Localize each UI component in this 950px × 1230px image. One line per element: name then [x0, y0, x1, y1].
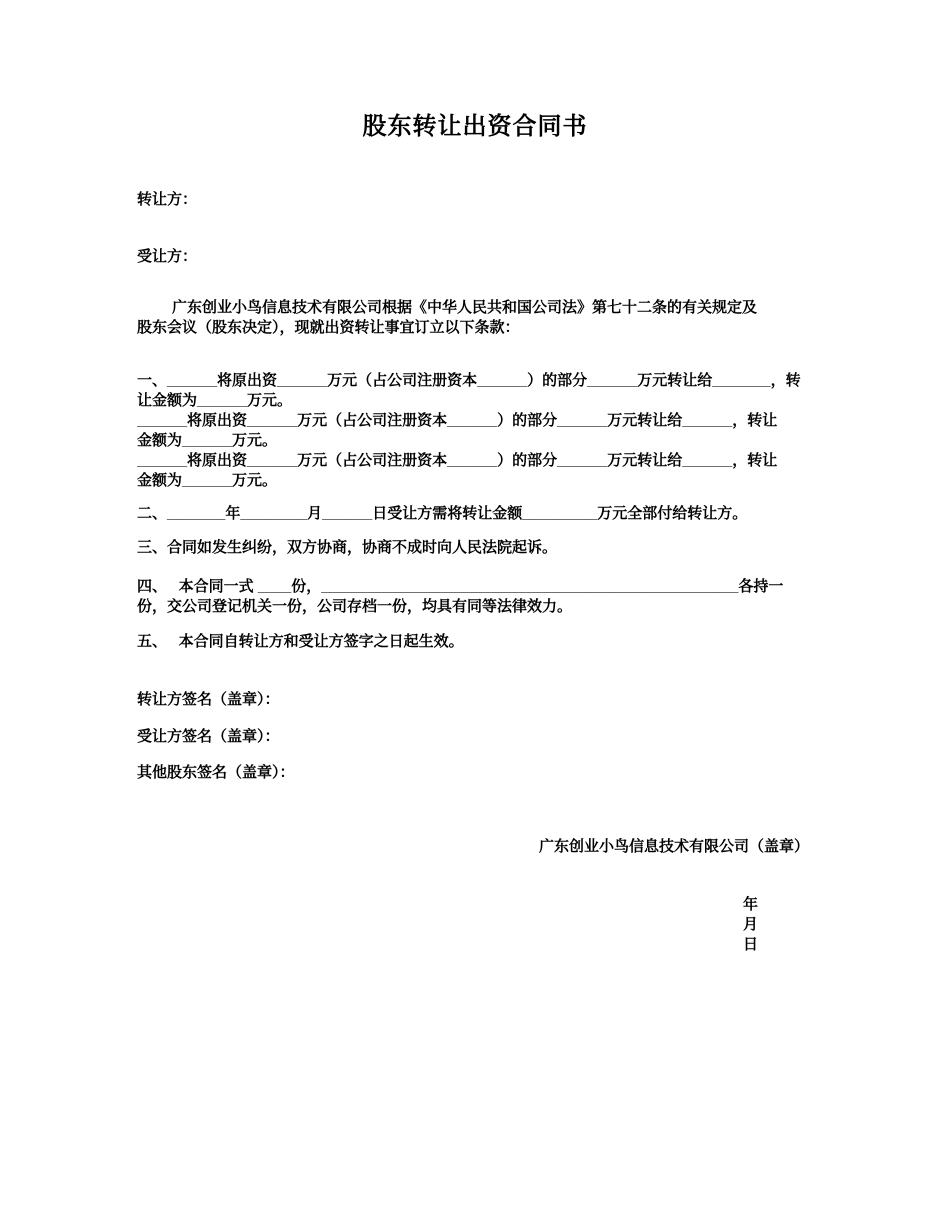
clause-4-line-2: 份，交公司登记机关一份，公司存档一份，均具有同等法律效力。 — [137, 598, 573, 615]
clause-4-line-1: 四、 本合同一式 ____份，__________________________________________________各持一 — [137, 578, 784, 595]
preamble-line-1: 广东创业小鸟信息技术有限公司根据《中华人民共和国公司法》第七十二条的有关规定及 — [172, 299, 758, 316]
contract-content — [0, 112, 950, 975]
preamble-paragraph — [137, 298, 813, 338]
document-title: 股东转让出资合同书 — [362, 113, 588, 140]
footer-date-line — [137, 875, 813, 975]
clause-4-copies — [137, 577, 813, 617]
clause-1-line-1: 一、______将原出资______万元（占公司注册资本______）的部分______万元转让给_______，转 — [137, 372, 801, 389]
clause-1-line-5: ______将原出资______万元（占公司注册资本______）的部分______万元转让给______，转让 — [137, 452, 778, 469]
signature-transferee-label: 受让方签名（盖章）： — [137, 728, 280, 745]
clause-1-line-4: 金额为______万元。 — [137, 432, 278, 449]
signature-transferor-label: 转让方签名（盖章）： — [137, 691, 280, 708]
date-day-label: 日 — [742, 936, 758, 953]
transferor-label: 转让方： — [137, 191, 198, 208]
footer-company-seal-line: 广东创业小鸟信息技术有限公司（盖章） — [538, 838, 809, 855]
clause-1-line-2: 让金额为______万元。 — [137, 392, 293, 409]
clause-1-line-3: ______将原出资______万元（占公司注册资本______）的部分______万元转让给______，转让 — [137, 412, 778, 429]
clause-1-transfer-terms — [137, 371, 813, 491]
clause-3-dispute-resolution: 三、合同如发生纠纷，双方协商，协商不成时向人民法院起诉。 — [137, 539, 558, 556]
clause-2-payment-deadline: 二、_______年________月______日受让方需将转让金额_________万元全部付给转让方。 — [137, 505, 748, 522]
transferee-label: 受让方： — [137, 248, 198, 265]
preamble-line-2: 股东会议（股东决定），现就出资转让事宜订立以下条款： — [137, 319, 520, 336]
clause-1-line-6: 金额为______万元。 — [137, 472, 278, 489]
signature-other-shareholders-label: 其他股东签名（盖章）： — [137, 764, 295, 781]
date-month-label: 月 — [742, 916, 758, 933]
clause-5-effective-date: 五、 本合同自转让方和受让方签字之日起生效。 — [137, 633, 464, 650]
date-year-label: 年 — [742, 896, 758, 913]
